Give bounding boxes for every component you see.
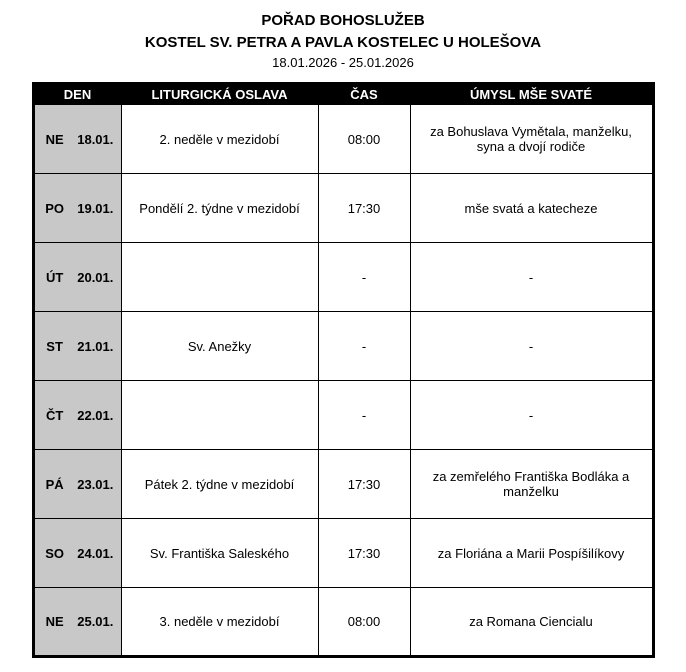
day-date: 21.01. (77, 338, 114, 354)
time-cell: 08:00 (318, 588, 410, 657)
day-cell (33, 519, 121, 588)
day-abbr: PÁ (45, 476, 64, 492)
table-row (33, 105, 653, 174)
table-row (33, 174, 653, 243)
day-date: 19.01. (77, 200, 114, 216)
day-date: 23.01. (77, 476, 114, 492)
header-umysl-mse-svate: ÚMYSL MŠE SVATÉ (410, 84, 653, 105)
page-subtitle: KOSTEL SV. PETRA A PAVLA KOSTELEC U HOLEŠOVA (144, 33, 542, 51)
day-date: 20.01. (77, 269, 114, 285)
intention-cell: - (410, 312, 653, 381)
liturgy-cell: 3. neděle v mezidobí (121, 588, 318, 657)
liturgy-cell: Sv. Františka Saleského (121, 519, 318, 588)
intention-cell: mše svatá a katecheze (410, 174, 653, 243)
day-cell (33, 174, 121, 243)
intention-cell: - (410, 243, 653, 312)
day-abbr: NE (45, 131, 64, 147)
day-cell (33, 312, 121, 381)
day-abbr: ÚT (45, 269, 64, 285)
day-cell (33, 381, 121, 450)
day-date: 25.01. (77, 614, 114, 630)
table-row (33, 381, 653, 450)
liturgy-cell: 2. neděle v mezidobí (121, 105, 318, 174)
time-cell: 08:00 (318, 105, 410, 174)
intention-cell: - (410, 381, 653, 450)
table-header-row (33, 84, 653, 105)
intention-cell: za Floriána a Marii Pospíšilíkovy (410, 519, 653, 588)
day-abbr: ST (46, 338, 63, 354)
header-liturgicka-oslava: LITURGICKÁ OSLAVA (121, 84, 318, 105)
day-date: 18.01. (77, 131, 114, 147)
time-cell: - (318, 243, 410, 312)
day-date: 22.01. (77, 407, 114, 423)
time-cell: - (318, 381, 410, 450)
day-abbr: PO (45, 200, 64, 216)
day-date: 24.01. (77, 545, 114, 561)
liturgy-cell: Pondělí 2. týdne v mezidobí (121, 174, 318, 243)
day-abbr: NE (45, 614, 64, 630)
table-row (33, 450, 653, 519)
day-cell (33, 105, 121, 174)
header-den: DEN (33, 84, 121, 105)
day-cell (33, 243, 121, 312)
intention-cell: za Romana Ciencialu (410, 588, 653, 657)
page-title: POŘAD BOHOSLUŽEB (261, 12, 425, 29)
title-block (0, 10, 686, 72)
time-cell: 17:30 (318, 519, 410, 588)
table-row (33, 588, 653, 657)
table-row (33, 312, 653, 381)
time-cell: - (318, 312, 410, 381)
day-cell (33, 588, 121, 657)
day-abbr: SO (45, 545, 64, 561)
intention-cell: za Bohuslava Vymětala, manželku, syna a dvojí rodiče (410, 105, 653, 174)
table-row (33, 519, 653, 588)
liturgy-cell (121, 243, 318, 312)
time-cell: 17:30 (318, 450, 410, 519)
liturgy-cell: Sv. Anežky (121, 312, 318, 381)
header-cas: ČAS (318, 84, 410, 105)
day-abbr: ČT (45, 407, 64, 423)
table-row (33, 243, 653, 312)
time-cell: 17:30 (318, 174, 410, 243)
schedule-table (32, 82, 655, 658)
intention-cell: za zemřelého Františka Bodláka a manželku (410, 450, 653, 519)
date-range: 18.01.2026 - 25.01.2026 (272, 54, 414, 70)
liturgy-cell (121, 381, 318, 450)
day-cell (33, 450, 121, 519)
liturgy-cell: Pátek 2. týdne v mezidobí (121, 450, 318, 519)
